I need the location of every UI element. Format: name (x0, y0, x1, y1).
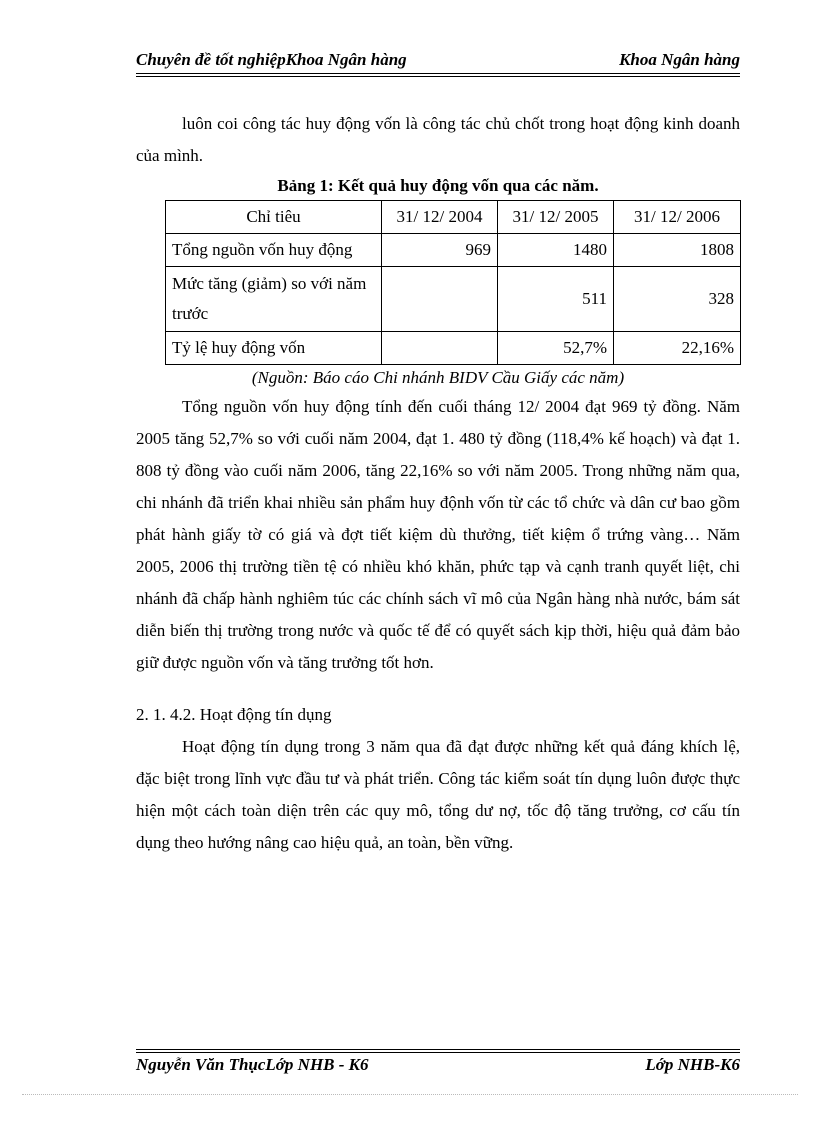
table-cell-label: Mức tăng (giảm) so với năm trước (166, 267, 382, 332)
table-source-note: (Nguồn: Báo cáo Chi nhánh BIDV Cầu Giấy các năm) (251, 368, 625, 387)
analysis-paragraph: Tổng nguồn vốn huy động tính đến cuối tháng 12/ 2004 đạt 969 tỷ đồng. Năm 2005 tăng 52,7% so với cuối năm 2004, đạt 1. 480 tỷ đồng (118,4% kế hoạch) và đạt 1. 808 tỷ đồng vào cuối năm 2006, tăng 22,16% so với năm 2005. Trong những năm qua, chi nhánh đã triển khai nhiều sản phẩm huy độnh vốn từ các tổ chức và dân cư bao gồm phát hành giấy tờ có giá và đợt tiết kiệm dù thưởng, tiết kiệm ổ trứng vàng… Năm 2005, 2006 thị trường tiền tệ có nhiều khó khăn, phức tạp và cạnh tranh quyết liệt, chi nhánh đã chấp hành nghiêm túc các chính sách vĩ mô của Ngân hàng nhà nước, bám sát diễn biến thị trường trong nước và quốc tế để có quyết sách kịp thời, hiệu quả đảm bảo giữ được nguồn vốn và tăng trưởng tốt hơn. (136, 397, 740, 672)
intro-paragraph: luôn coi công tác huy động vốn là công tác chủ chốt trong hoạt động kinh doanh của mình. (136, 114, 740, 165)
section-paragraph: Hoạt động tín dụng trong 3 năm qua đã đạt được những kết quả đáng khích lệ, đặc biệt trong lĩnh vực đầu tư và phát triển. Công tác kiểm soát tín dụng luôn được thực hiện một cách toàn diện trên các quy mô, tổng dư nợ, tốc độ tăng trưởng, cơ cấu tín dụng theo hướng nâng cao hiệu quả, an toàn, bền vững. (136, 737, 740, 852)
table-row (166, 234, 741, 267)
table-header-cell: 31/ 12/ 2004 (382, 201, 498, 234)
document-body (136, 108, 740, 859)
footer-right-text: Lớp NHB-K6 (645, 1055, 740, 1074)
table-header-cell: 31/ 12/ 2005 (498, 201, 614, 234)
table-cell: 969 (382, 234, 498, 267)
table-cell: 52,7% (498, 332, 614, 365)
table-title: Bảng 1: Kết quả huy động vốn qua các năm. (277, 176, 599, 195)
page-edge (22, 1094, 798, 1095)
page-header (136, 48, 740, 74)
table-header-cell: Chỉ tiêu (166, 201, 382, 234)
table-cell: 1480 (498, 234, 614, 267)
table-cell-label: Tỷ lệ huy động vốn (166, 332, 382, 365)
table-cell: 511 (498, 267, 614, 332)
header-rule (136, 73, 740, 77)
page-footer (136, 1055, 740, 1081)
footer-rule (136, 1049, 740, 1053)
table-cell (382, 332, 498, 365)
mobilization-table (165, 200, 741, 365)
table-row (166, 332, 741, 365)
table-cell: 328 (614, 267, 741, 332)
table-cell (382, 267, 498, 332)
footer-left-text: Nguyễn Văn ThụcLớp NHB - K6 (136, 1055, 369, 1074)
header-left-text: Chuyên đề tốt nghiệpKhoa Ngân hàng (136, 50, 407, 69)
table-cell-label: Tổng nguồn vốn huy động (166, 234, 382, 267)
section-heading: 2. 1. 4.2. Hoạt động tín dụng (136, 705, 332, 724)
header-right-text: Khoa Ngân hàng (619, 50, 740, 69)
table-cell: 1808 (614, 234, 741, 267)
table-header-row (166, 201, 741, 234)
table-row (166, 267, 741, 332)
table-header-cell: 31/ 12/ 2006 (614, 201, 741, 234)
table-cell: 22,16% (614, 332, 741, 365)
